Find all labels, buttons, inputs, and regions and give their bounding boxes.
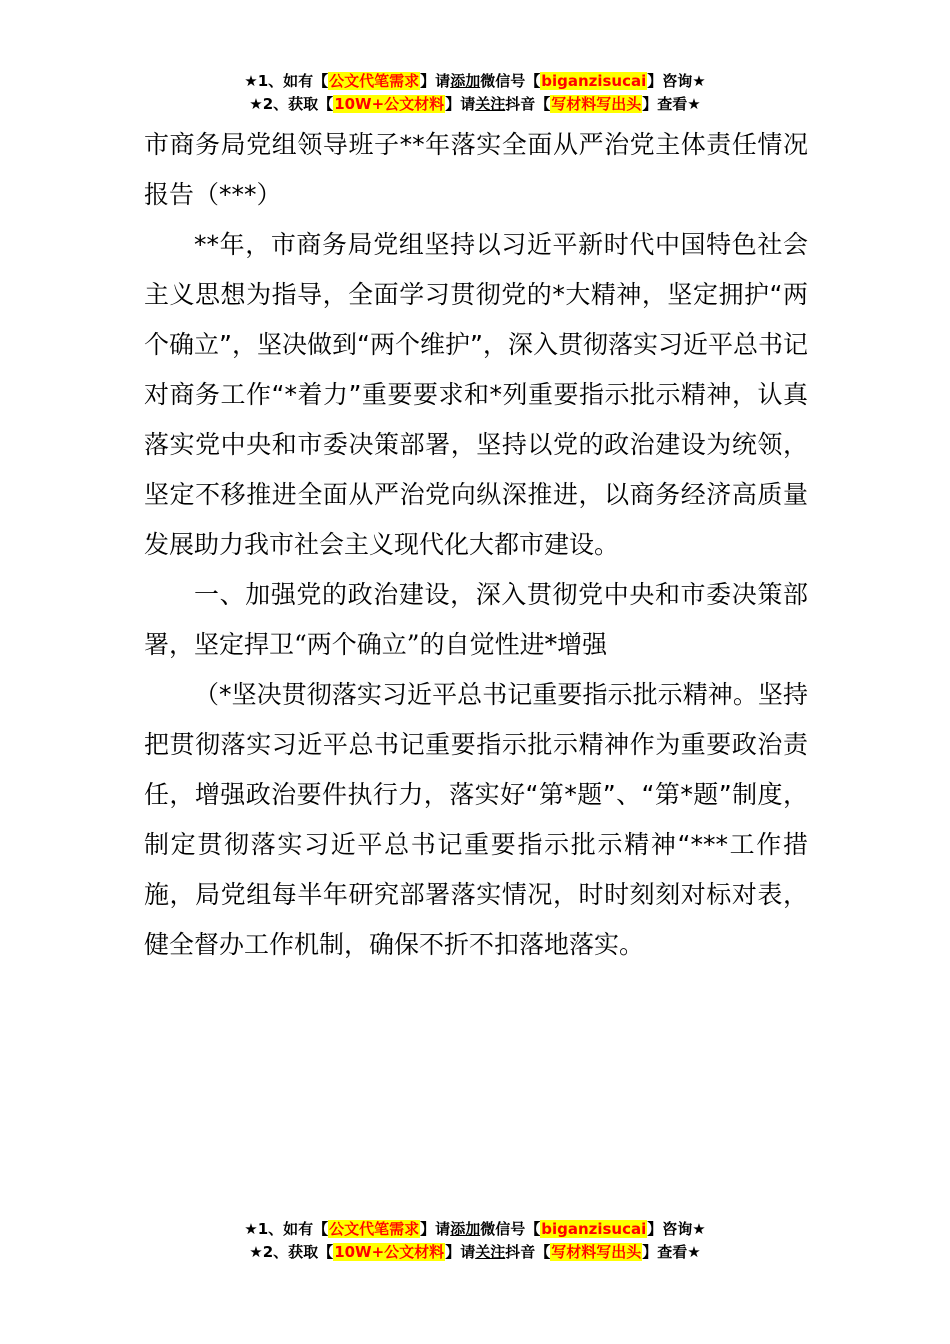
bottom-banner — [0, 1218, 950, 1264]
banner-douyin-id: 写材料写出头 — [551, 1243, 642, 1261]
banner-line-2: ★2、获取【10W+公文材料】请关注抖音【写材料写出头】查看★ — [249, 1243, 701, 1261]
banner-douyin-id: 写材料写出头 — [551, 95, 642, 113]
banner-wechat-id: biganzisucai — [541, 72, 647, 90]
intro-paragraph: **年，市商务局党组坚持以习近平新时代中国特色社会主义思想为指导，全面学习贯彻党的*大精神，坚定拥护“两个确立”，坚决做到“两个维护”，深入贯彻落实习近平总书记对商务工作“*着力”重要要求和*列重要指示批示精神，认真落实党中央和市委决策部署，坚持以党的政治建设为统领，坚定不移推进全面从严治党向纵深推进，以商务经济高质量发展助力我市社会主义现代化大都市建设。 — [144, 230, 808, 559]
banner-line-1: ★1、如有【公文代笔需求】请添加微信号【biganzisucai】咨询★ — [244, 72, 706, 90]
banner-line-2: ★2、获取【10W+公文材料】请关注抖音【写材料写出头】查看★ — [249, 95, 701, 113]
banner-highlight: 10W+公文材料 — [334, 95, 445, 113]
banner-highlight: 10W+公文材料 — [334, 1243, 445, 1261]
document-body — [144, 120, 808, 970]
banner-line-1: ★1、如有【公文代笔需求】请添加微信号【biganzisucai】咨询★ — [244, 1220, 706, 1238]
banner-highlight: 公文代笔需求 — [329, 1220, 420, 1238]
section-1-heading: 一、加强党的政治建设，深入贯彻党中央和市委决策部署，坚定捍卫“两个确立”的自觉性进*增强 — [144, 580, 808, 659]
section-1-paragraph: （*坚决贯彻落实习近平总书记重要指示批示精神。坚持把贯彻落实习近平总书记重要指示批示精神作为重要政治责任，增强政治要件执行力，落实好“第*题”、“第*题”制度，制定贯彻落实习近平总书记重要指示批示精神“***工作措施，局党组每半年研究部署落实情况，时时刻刻对标对表，健全督办工作机制，确保不折不扣落地落实。 — [144, 680, 808, 959]
banner-wechat-id: biganzisucai — [541, 1220, 647, 1238]
document-title: 市商务局党组领导班子**年落实全面从严治党主体责任情况报告（***） — [144, 130, 808, 209]
top-banner — [0, 70, 950, 116]
banner-highlight: 公文代笔需求 — [329, 72, 420, 90]
